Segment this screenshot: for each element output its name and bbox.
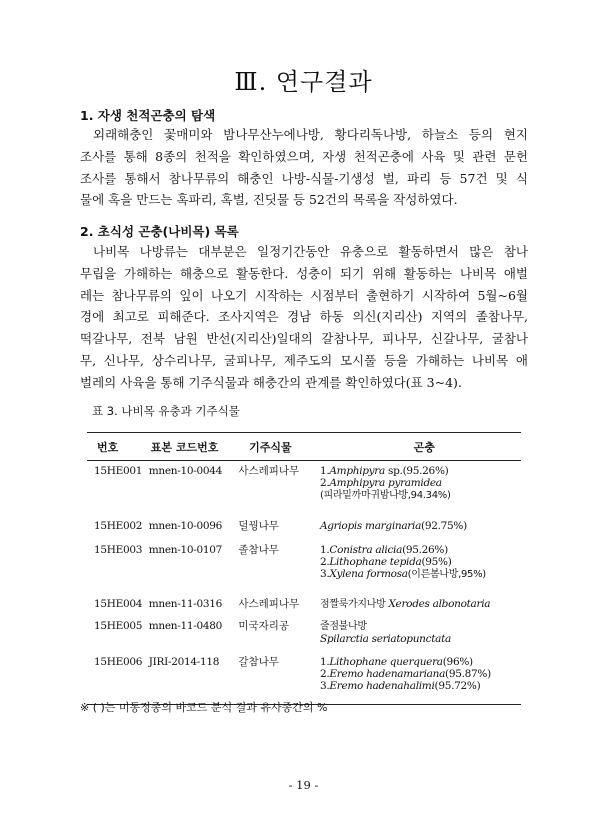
insect-prefix: 1. bbox=[319, 465, 330, 477]
paragraph-line: 조사를 통해 8종의 천적을 확인하였으며, 자생 천적곤충에 사육 및 관련 문헌 bbox=[80, 148, 528, 164]
insect-scientific-name: Agriopis marginaria bbox=[319, 520, 422, 532]
section-1-heading: 1. 자생 천적곤충의 탐색 bbox=[80, 108, 216, 123]
insect-line bbox=[320, 465, 521, 477]
insect-scientific-name: Xerodes albonotaria bbox=[388, 598, 491, 610]
cell-number: 15HE005 bbox=[94, 620, 143, 632]
cell-number: 15HE002 bbox=[94, 520, 143, 532]
table-caption: 표 3. 나비목 유충과 기주식물 bbox=[92, 404, 240, 418]
header-number: 번호 bbox=[97, 440, 119, 454]
insect-line bbox=[320, 477, 521, 489]
paragraph-line: 외래해충인 꽃매미와 밤나무산누에나방, 황다리독나방, 하늘소 등의 현지 bbox=[93, 127, 528, 142]
table-row bbox=[87, 520, 521, 532]
cell-sample-code: mnen-11-0480 bbox=[148, 620, 223, 632]
paragraph-line: 조사를 통해서 참나무류의 해충인 나방-식물-기생성 벌, 파리 등 57건 및 식 bbox=[80, 170, 528, 186]
insect-prefix: 1. bbox=[319, 656, 330, 668]
cell-number: 15HE001 bbox=[94, 465, 143, 477]
header-host-plant: 기주식물 bbox=[249, 440, 292, 454]
table-row bbox=[87, 656, 521, 692]
cell-insect bbox=[320, 620, 521, 645]
insect-note: (95.72%) bbox=[434, 680, 481, 692]
table-header-row bbox=[87, 433, 521, 461]
insect-line bbox=[320, 544, 521, 556]
insect-note: (96%) bbox=[442, 656, 473, 668]
insect-note: (이른봄나방,95%) bbox=[407, 569, 486, 580]
cell-insect bbox=[320, 656, 521, 692]
paragraph-line: 무립을 가해하는 해충으로 활동한다. 성충이 되기 위해 활동하는 나비목 애벌 bbox=[80, 265, 528, 281]
paragraph-line: 벌레의 사육을 통해 기주식물과 해충간의 관계를 확인하였다(표 3~4). bbox=[80, 374, 462, 390]
table-row bbox=[87, 598, 521, 611]
section-1-paragraph bbox=[80, 124, 528, 211]
cell-host-plant: 미국자리공 bbox=[238, 620, 290, 632]
insect-note: (95.87%) bbox=[445, 668, 491, 680]
insect-scientific-name: Amphipyra bbox=[329, 465, 385, 477]
insect-line bbox=[320, 680, 521, 692]
header-sample-code: 표본 코드번호 bbox=[150, 440, 219, 454]
insect-scientific-name: Eremo hadenahalimi bbox=[329, 680, 435, 692]
insect-prefix: 3. bbox=[319, 680, 330, 692]
page-number: - 19 - bbox=[288, 778, 319, 792]
insect-prefix: 1. bbox=[319, 544, 330, 556]
insect-note: (92.75%) bbox=[421, 520, 467, 532]
cell-insect bbox=[320, 465, 521, 502]
insect-scientific-name: Amphipyra pyramidea bbox=[329, 477, 442, 489]
cell-host-plant: 덜꿩나무 bbox=[238, 520, 279, 532]
insect-note: (95%) bbox=[421, 556, 452, 568]
insect-scientific-name: Conistra alicia bbox=[329, 544, 403, 556]
header-insect: 곤충 bbox=[413, 440, 435, 454]
insect-line bbox=[320, 656, 521, 668]
cell-insect bbox=[320, 598, 521, 611]
insect-prefix: 점짤룩가지나방 bbox=[319, 599, 389, 610]
section-2-paragraph bbox=[80, 241, 528, 394]
paragraph-line: 물에 혹을 만드는 혹파리, 혹벌, 진딧물 등 52건의 목록을 작성하였다. bbox=[80, 192, 458, 208]
paragraph-line: 레는 참나무류의 잎이 나오기 시작하는 시점부터 출현하기 시작하여 5월~6월 bbox=[80, 287, 528, 303]
cell-host-plant: 졸참나무 bbox=[238, 544, 279, 556]
insect-scientific-name: Lithophane querquera bbox=[329, 656, 443, 668]
cell-insect bbox=[320, 520, 521, 532]
cell-host-plant: 사스레피나무 bbox=[238, 465, 300, 477]
insect-prefix: 2. bbox=[319, 477, 330, 489]
insect-line bbox=[320, 598, 521, 611]
paragraph-line: 떡갈나무, 전북 남원 반선(지리산)일대의 갈참나무, 피나무, 신갈나무, 굴참나 bbox=[80, 331, 528, 347]
cell-host-plant: 사스레피나무 bbox=[238, 598, 300, 610]
cell-sample-code: mnen-10-0044 bbox=[148, 465, 223, 477]
cell-sample-code: JIRI-2014-118 bbox=[148, 656, 220, 668]
insect-line bbox=[320, 520, 521, 532]
paragraph-line: 나비목 나방류는 대부분은 일정기간동안 유충으로 활동하면서 많은 참나 bbox=[93, 244, 528, 259]
insect-note: (피라밑까마귀밤나방,94.34%) bbox=[319, 490, 451, 501]
insect-note: sp.(95.26%) bbox=[385, 465, 449, 477]
table-row bbox=[87, 465, 521, 502]
chapter-title: Ⅲ. 연구결과 bbox=[234, 68, 373, 96]
insect-scientific-name: Eremo hadenamariana bbox=[329, 668, 446, 680]
cell-host-plant: 갈참나무 bbox=[238, 656, 279, 668]
insect-line bbox=[320, 568, 521, 581]
insect-prefix: 2. bbox=[319, 556, 330, 568]
insect-prefix: 3. bbox=[319, 568, 330, 580]
insect-scientific-name: Xylena formosa bbox=[329, 568, 408, 580]
insect-scientific-name: Lithophane tepida bbox=[329, 556, 422, 568]
paragraph-line: 무, 신나무, 상수리나무, 굴피나무, 제주도의 모시풀 등을 가해하는 나비목 애 bbox=[80, 352, 528, 368]
table-row bbox=[87, 620, 521, 645]
host-plant-table bbox=[87, 432, 521, 705]
insect-line bbox=[320, 489, 521, 502]
cell-number: 15HE004 bbox=[94, 598, 143, 610]
cell-sample-code: mnen-10-0107 bbox=[148, 544, 223, 556]
insect-scientific-name: Spilarctia seriatopunctata bbox=[319, 633, 451, 645]
insect-line bbox=[320, 556, 521, 568]
cell-insect bbox=[320, 544, 521, 581]
insect-line bbox=[320, 668, 521, 680]
insect-note: (95.26%) bbox=[402, 544, 448, 556]
section-2-heading: 2. 초식성 곤충(나비목) 목록 bbox=[80, 224, 239, 239]
cell-number: 15HE006 bbox=[94, 656, 143, 668]
cell-sample-code: mnen-10-0096 bbox=[148, 520, 223, 532]
cell-sample-code: mnen-11-0316 bbox=[148, 598, 223, 610]
table-row bbox=[87, 544, 521, 581]
insect-line bbox=[320, 633, 521, 645]
insect-prefix: 줄점불나방 bbox=[319, 621, 367, 632]
table-body bbox=[87, 465, 521, 704]
cell-number: 15HE003 bbox=[94, 544, 143, 556]
paragraph-line: 경에 최고로 피해준다. 조사지역은 경남 하동 의신(지리산) 지역의 졸참나무, bbox=[80, 309, 528, 325]
insect-line bbox=[320, 620, 521, 633]
table-footnote: ※ ( )는 미동정종의 바코드 분석 결과 유사종간의 % bbox=[80, 701, 328, 714]
insect-prefix: 2. bbox=[319, 668, 330, 680]
